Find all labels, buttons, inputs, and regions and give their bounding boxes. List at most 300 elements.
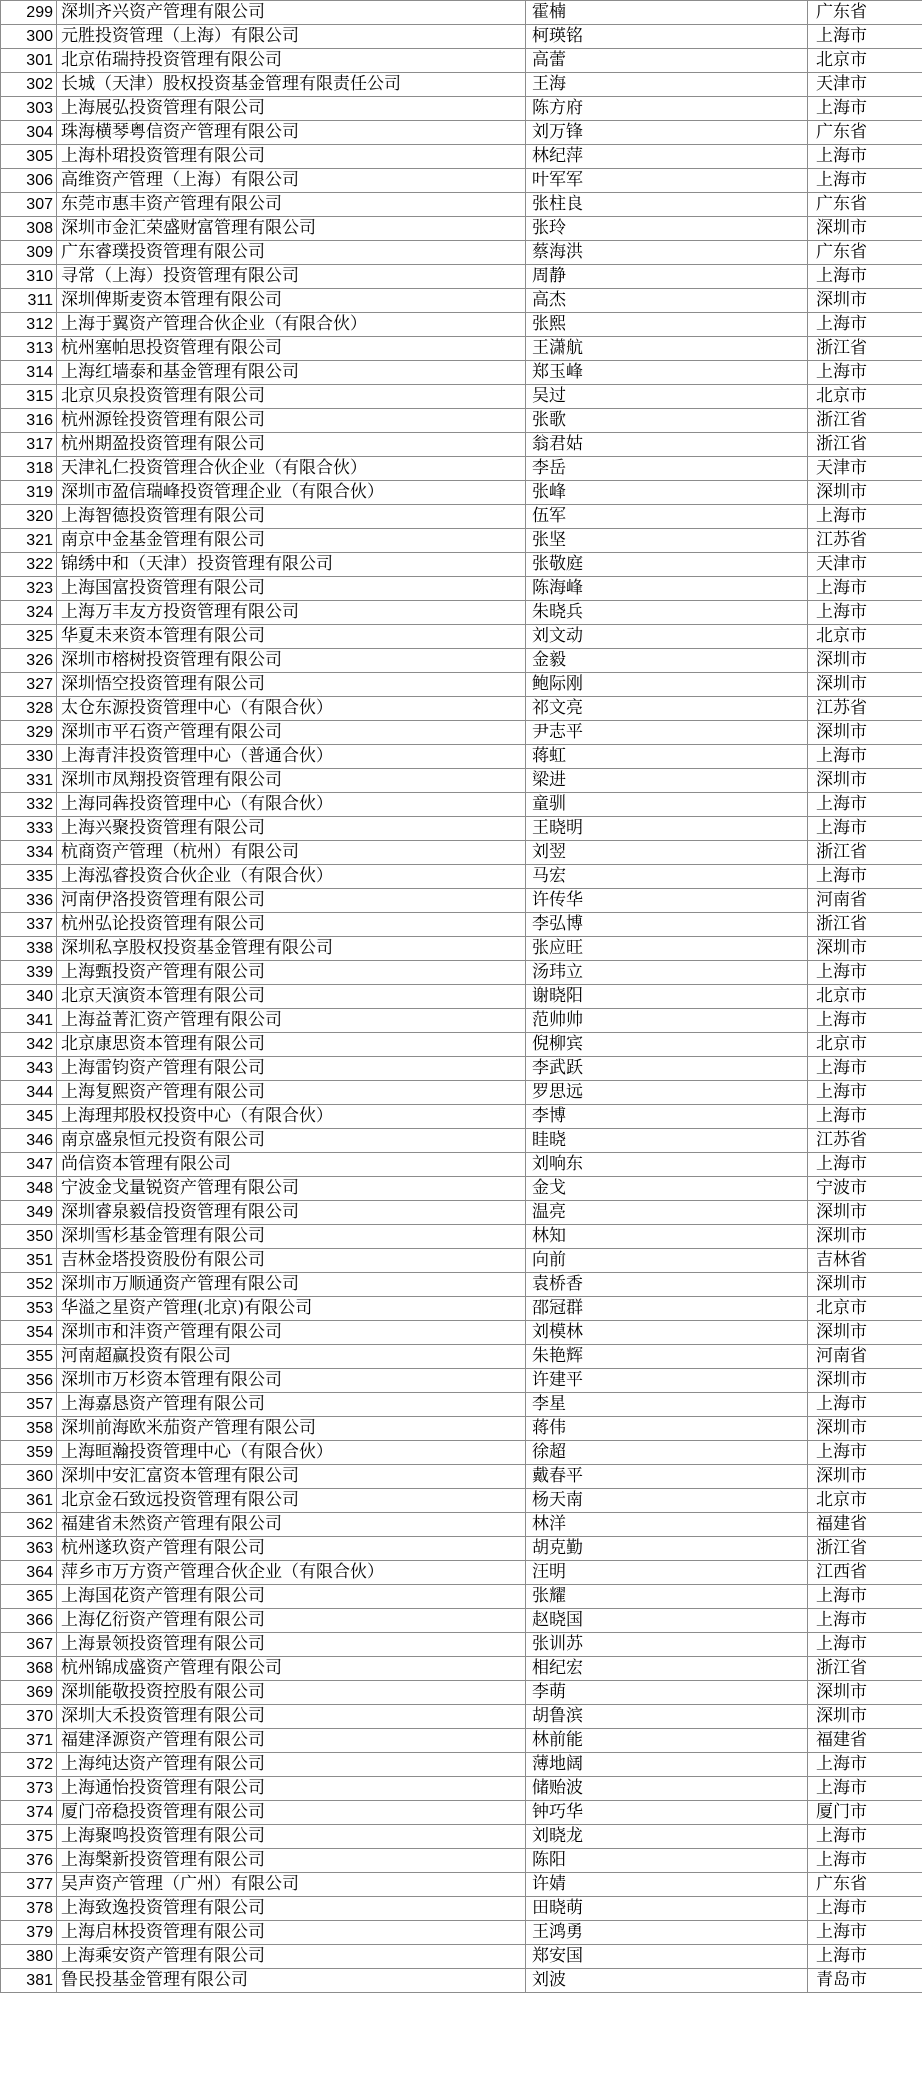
person-name-cell: 许传华	[526, 889, 808, 913]
company-name-cell: 鲁民投基金管理有限公司	[57, 1969, 526, 1993]
region-cell: 河南省	[808, 889, 922, 913]
row-number-cell: 307	[1, 193, 57, 217]
person-name-cell: 刘万锋	[526, 121, 808, 145]
region-cell: 上海市	[808, 1009, 922, 1033]
company-name-cell: 上海槃新投资管理有限公司	[57, 1849, 526, 1873]
table-row	[1, 1225, 922, 1249]
region-cell: 上海市	[808, 1897, 922, 1921]
table-row	[1, 1897, 922, 1921]
person-name-cell: 刘模林	[526, 1321, 808, 1345]
person-name-cell: 张耀	[526, 1585, 808, 1609]
company-name-cell: 福建省未然资产管理有限公司	[57, 1513, 526, 1537]
region-cell: 上海市	[808, 1153, 922, 1177]
person-name-cell: 金毅	[526, 649, 808, 673]
row-number-cell: 330	[1, 745, 57, 769]
region-cell: 上海市	[808, 169, 922, 193]
table-row	[1, 1513, 922, 1537]
row-number-cell: 308	[1, 217, 57, 241]
row-number-cell: 325	[1, 625, 57, 649]
region-cell: 北京市	[808, 49, 922, 73]
company-name-cell: 上海聚鸣投资管理有限公司	[57, 1825, 526, 1849]
company-name-cell: 北京金石致远投资管理有限公司	[57, 1489, 526, 1513]
row-number-cell: 360	[1, 1465, 57, 1489]
company-name-cell: 上海晅瀚投资管理中心（有限合伙）	[57, 1441, 526, 1465]
person-name-cell: 高蕾	[526, 49, 808, 73]
company-name-cell: 吴声资产管理（广州）有限公司	[57, 1873, 526, 1897]
row-number-cell: 311	[1, 289, 57, 313]
company-name-cell: 深圳市榕树投资管理有限公司	[57, 649, 526, 673]
row-number-cell: 374	[1, 1801, 57, 1825]
table-row	[1, 121, 922, 145]
company-name-cell: 北京天演资本管理有限公司	[57, 985, 526, 1009]
table-row	[1, 673, 922, 697]
region-cell: 上海市	[808, 1393, 922, 1417]
row-number-cell: 357	[1, 1393, 57, 1417]
company-name-cell: 吉林金塔投资股份有限公司	[57, 1249, 526, 1273]
company-name-cell: 深圳市盈信瑞峰投资管理企业（有限合伙）	[57, 481, 526, 505]
person-name-cell: 朱晓兵	[526, 601, 808, 625]
company-name-cell: 杭州期盈投资管理有限公司	[57, 433, 526, 457]
region-cell: 青岛市	[808, 1969, 922, 1993]
row-number-cell: 372	[1, 1753, 57, 1777]
row-number-cell: 365	[1, 1585, 57, 1609]
row-number-cell: 352	[1, 1273, 57, 1297]
table-row	[1, 1489, 922, 1513]
table-row	[1, 721, 922, 745]
company-name-cell: 上海益菁汇资产管理有限公司	[57, 1009, 526, 1033]
region-cell: 深圳市	[808, 1201, 922, 1225]
person-name-cell: 张坚	[526, 529, 808, 553]
company-name-cell: 上海雷钧资产管理有限公司	[57, 1057, 526, 1081]
region-cell: 吉林省	[808, 1249, 922, 1273]
company-name-cell: 深圳睿泉毅信投资管理有限公司	[57, 1201, 526, 1225]
table-row	[1, 241, 922, 265]
company-name-cell: 南京盛泉恒元投资有限公司	[57, 1129, 526, 1153]
person-name-cell: 赵晓国	[526, 1609, 808, 1633]
company-name-cell: 北京佑瑞持投资管理有限公司	[57, 49, 526, 73]
table-row	[1, 169, 922, 193]
company-name-cell: 珠海横琴粤信资产管理有限公司	[57, 121, 526, 145]
company-name-cell: 上海泓睿投资合伙企业（有限合伙）	[57, 865, 526, 889]
table-row	[1, 1825, 922, 1849]
table-row	[1, 505, 922, 529]
row-number-cell: 346	[1, 1129, 57, 1153]
row-number-cell: 359	[1, 1441, 57, 1465]
row-number-cell: 301	[1, 49, 57, 73]
row-number-cell: 338	[1, 937, 57, 961]
company-name-cell: 深圳中安汇富资本管理有限公司	[57, 1465, 526, 1489]
table-row	[1, 385, 922, 409]
company-name-cell: 上海纯达资产管理有限公司	[57, 1753, 526, 1777]
table-row	[1, 145, 922, 169]
person-name-cell: 蔡海洪	[526, 241, 808, 265]
person-name-cell: 谢晓阳	[526, 985, 808, 1009]
region-cell: 上海市	[808, 313, 922, 337]
row-number-cell: 349	[1, 1201, 57, 1225]
table-row	[1, 1537, 922, 1561]
region-cell: 深圳市	[808, 673, 922, 697]
table-row	[1, 1033, 922, 1057]
row-number-cell: 332	[1, 793, 57, 817]
row-number-cell: 363	[1, 1537, 57, 1561]
table-row	[1, 1705, 922, 1729]
table-row	[1, 49, 922, 73]
table-row	[1, 529, 922, 553]
person-name-cell: 张峰	[526, 481, 808, 505]
region-cell: 上海市	[808, 865, 922, 889]
region-cell: 深圳市	[808, 769, 922, 793]
row-number-cell: 315	[1, 385, 57, 409]
table-row	[1, 841, 922, 865]
company-name-cell: 深圳俾斯麦资本管理有限公司	[57, 289, 526, 313]
region-cell: 北京市	[808, 385, 922, 409]
person-name-cell: 李岳	[526, 457, 808, 481]
company-name-cell: 上海展弘投资管理有限公司	[57, 97, 526, 121]
row-number-cell: 316	[1, 409, 57, 433]
company-name-cell: 高维资产管理（上海）有限公司	[57, 169, 526, 193]
table-row	[1, 1, 922, 25]
row-number-cell: 375	[1, 1825, 57, 1849]
person-name-cell: 高杰	[526, 289, 808, 313]
person-name-cell: 马宏	[526, 865, 808, 889]
table-row	[1, 193, 922, 217]
region-cell: 深圳市	[808, 1273, 922, 1297]
table-row	[1, 1849, 922, 1873]
region-cell: 河南省	[808, 1345, 922, 1369]
table-row	[1, 433, 922, 457]
person-name-cell: 林纪萍	[526, 145, 808, 169]
person-name-cell: 鲍际刚	[526, 673, 808, 697]
region-cell: 上海市	[808, 361, 922, 385]
company-name-cell: 深圳市凤翔投资管理有限公司	[57, 769, 526, 793]
person-name-cell: 刘文动	[526, 625, 808, 649]
row-number-cell: 324	[1, 601, 57, 625]
table-row	[1, 25, 922, 49]
table-row	[1, 337, 922, 361]
region-cell: 深圳市	[808, 1417, 922, 1441]
table-row	[1, 1609, 922, 1633]
table-row	[1, 601, 922, 625]
company-name-cell: 北京贝泉投资管理有限公司	[57, 385, 526, 409]
company-name-cell: 福建泽源资产管理有限公司	[57, 1729, 526, 1753]
company-name-cell: 上海于翼资产管理合伙企业（有限合伙）	[57, 313, 526, 337]
company-name-cell: 深圳市和沣资产管理有限公司	[57, 1321, 526, 1345]
table-row	[1, 1681, 922, 1705]
company-name-cell: 华夏未来资本管理有限公司	[57, 625, 526, 649]
row-number-cell: 333	[1, 817, 57, 841]
row-number-cell: 366	[1, 1609, 57, 1633]
person-name-cell: 许建平	[526, 1369, 808, 1393]
row-number-cell: 339	[1, 961, 57, 985]
region-cell: 广东省	[808, 241, 922, 265]
region-cell: 深圳市	[808, 649, 922, 673]
person-name-cell: 张玲	[526, 217, 808, 241]
table-row	[1, 817, 922, 841]
person-name-cell: 李武跃	[526, 1057, 808, 1081]
region-cell: 浙江省	[808, 409, 922, 433]
region-cell: 天津市	[808, 457, 922, 481]
row-number-cell: 361	[1, 1489, 57, 1513]
company-name-cell: 深圳大禾投资管理有限公司	[57, 1705, 526, 1729]
region-cell: 上海市	[808, 1753, 922, 1777]
company-name-cell: 上海国富投资管理有限公司	[57, 577, 526, 601]
region-cell: 深圳市	[808, 721, 922, 745]
company-name-cell: 上海朴珺投资管理有限公司	[57, 145, 526, 169]
row-number-cell: 355	[1, 1345, 57, 1369]
row-number-cell: 364	[1, 1561, 57, 1585]
row-number-cell: 353	[1, 1297, 57, 1321]
region-cell: 福建省	[808, 1729, 922, 1753]
table-row	[1, 1753, 922, 1777]
person-name-cell: 李萌	[526, 1681, 808, 1705]
table-row	[1, 409, 922, 433]
region-cell: 广东省	[808, 1873, 922, 1897]
company-name-cell: 上海启林投资管理有限公司	[57, 1921, 526, 1945]
row-number-cell: 370	[1, 1705, 57, 1729]
company-name-cell: 寻常（上海）投资管理有限公司	[57, 265, 526, 289]
region-cell: 深圳市	[808, 289, 922, 313]
region-cell: 北京市	[808, 1297, 922, 1321]
person-name-cell: 刘响东	[526, 1153, 808, 1177]
table-row	[1, 1057, 922, 1081]
region-cell: 天津市	[808, 73, 922, 97]
person-name-cell: 叶军军	[526, 169, 808, 193]
row-number-cell: 305	[1, 145, 57, 169]
person-name-cell: 刘翌	[526, 841, 808, 865]
company-name-cell: 上海复熙资产管理有限公司	[57, 1081, 526, 1105]
table-row	[1, 1945, 922, 1969]
person-name-cell: 储贻波	[526, 1777, 808, 1801]
region-cell: 浙江省	[808, 1657, 922, 1681]
region-cell: 上海市	[808, 961, 922, 985]
person-name-cell: 汤玮立	[526, 961, 808, 985]
company-name-cell: 河南超赢投资有限公司	[57, 1345, 526, 1369]
row-number-cell: 354	[1, 1321, 57, 1345]
row-number-cell: 350	[1, 1225, 57, 1249]
region-cell: 深圳市	[808, 217, 922, 241]
row-number-cell: 327	[1, 673, 57, 697]
table-row	[1, 361, 922, 385]
company-name-cell: 深圳私享股权投资基金管理有限公司	[57, 937, 526, 961]
table-row	[1, 1561, 922, 1585]
region-cell: 广东省	[808, 193, 922, 217]
region-cell: 深圳市	[808, 937, 922, 961]
row-number-cell: 310	[1, 265, 57, 289]
table-row	[1, 289, 922, 313]
table-row	[1, 985, 922, 1009]
company-name-cell: 深圳市万顺通资产管理有限公司	[57, 1273, 526, 1297]
person-name-cell: 张敬庭	[526, 553, 808, 577]
row-number-cell: 381	[1, 1969, 57, 1993]
region-cell: 上海市	[808, 1057, 922, 1081]
company-name-cell: 上海智德投资管理有限公司	[57, 505, 526, 529]
company-name-cell: 天津礼仁投资管理合伙企业（有限合伙）	[57, 457, 526, 481]
region-cell: 上海市	[808, 1609, 922, 1633]
table-row	[1, 1105, 922, 1129]
company-name-cell: 上海致逸投资管理有限公司	[57, 1897, 526, 1921]
row-number-cell: 337	[1, 913, 57, 937]
company-name-cell: 深圳市平石资产管理有限公司	[57, 721, 526, 745]
company-name-cell: 上海理邦股权投资中心（有限合伙）	[57, 1105, 526, 1129]
table-row	[1, 457, 922, 481]
row-number-cell: 299	[1, 1, 57, 25]
table-row	[1, 625, 922, 649]
company-name-cell: 上海青沣投资管理中心（普通合伙）	[57, 745, 526, 769]
person-name-cell: 蒋虹	[526, 745, 808, 769]
table-row	[1, 1081, 922, 1105]
person-name-cell: 尹志平	[526, 721, 808, 745]
company-name-cell: 上海国花资产管理有限公司	[57, 1585, 526, 1609]
region-cell: 上海市	[808, 1777, 922, 1801]
person-name-cell: 田晓萌	[526, 1897, 808, 1921]
table-row	[1, 97, 922, 121]
table-row	[1, 1417, 922, 1441]
person-name-cell: 杨天南	[526, 1489, 808, 1513]
region-cell: 上海市	[808, 145, 922, 169]
table-row	[1, 865, 922, 889]
company-name-cell: 深圳前海欧米茄资产管理有限公司	[57, 1417, 526, 1441]
table-row	[1, 313, 922, 337]
person-name-cell: 王晓明	[526, 817, 808, 841]
row-number-cell: 362	[1, 1513, 57, 1537]
table-row	[1, 217, 922, 241]
table-row	[1, 1009, 922, 1033]
person-name-cell: 林知	[526, 1225, 808, 1249]
table-row	[1, 1249, 922, 1273]
row-number-cell: 367	[1, 1633, 57, 1657]
row-number-cell: 334	[1, 841, 57, 865]
row-number-cell: 317	[1, 433, 57, 457]
row-number-cell: 347	[1, 1153, 57, 1177]
person-name-cell: 林洋	[526, 1513, 808, 1537]
person-name-cell: 霍楠	[526, 1, 808, 25]
table-row	[1, 1153, 922, 1177]
table-row	[1, 1297, 922, 1321]
person-name-cell: 童驯	[526, 793, 808, 817]
region-cell: 广东省	[808, 121, 922, 145]
row-number-cell: 302	[1, 73, 57, 97]
table-row	[1, 1441, 922, 1465]
row-number-cell: 356	[1, 1369, 57, 1393]
person-name-cell: 向前	[526, 1249, 808, 1273]
row-number-cell: 306	[1, 169, 57, 193]
region-cell: 浙江省	[808, 913, 922, 937]
row-number-cell: 331	[1, 769, 57, 793]
row-number-cell: 342	[1, 1033, 57, 1057]
region-cell: 上海市	[808, 1585, 922, 1609]
table-row	[1, 1921, 922, 1945]
person-name-cell: 王潇航	[526, 337, 808, 361]
person-name-cell: 柯瑛铭	[526, 25, 808, 49]
row-number-cell: 326	[1, 649, 57, 673]
row-number-cell: 313	[1, 337, 57, 361]
region-cell: 北京市	[808, 1489, 922, 1513]
table-row	[1, 793, 922, 817]
region-cell: 上海市	[808, 817, 922, 841]
table-row	[1, 1273, 922, 1297]
person-name-cell: 温亮	[526, 1201, 808, 1225]
region-cell: 上海市	[808, 793, 922, 817]
company-name-cell: 华溢之星资产管理(北京)有限公司	[57, 1297, 526, 1321]
person-name-cell: 罗思远	[526, 1081, 808, 1105]
table-body	[1, 1, 922, 1993]
company-name-cell: 杭商资产管理（杭州）有限公司	[57, 841, 526, 865]
region-cell: 上海市	[808, 601, 922, 625]
table-row	[1, 1801, 922, 1825]
company-name-cell: 锦绣中和（天津）投资管理有限公司	[57, 553, 526, 577]
row-number-cell: 378	[1, 1897, 57, 1921]
row-number-cell: 344	[1, 1081, 57, 1105]
table-row	[1, 265, 922, 289]
company-name-cell: 上海红墙泰和基金管理有限公司	[57, 361, 526, 385]
company-name-cell: 杭州锦成盛资产管理有限公司	[57, 1657, 526, 1681]
person-name-cell: 刘晓龙	[526, 1825, 808, 1849]
row-number-cell: 376	[1, 1849, 57, 1873]
region-cell: 浙江省	[808, 433, 922, 457]
row-number-cell: 329	[1, 721, 57, 745]
table-row	[1, 937, 922, 961]
person-name-cell: 胡克勤	[526, 1537, 808, 1561]
row-number-cell: 348	[1, 1177, 57, 1201]
company-name-cell: 上海兴聚投资管理有限公司	[57, 817, 526, 841]
region-cell: 江苏省	[808, 1129, 922, 1153]
company-name-cell: 宁波金戈量锐资产管理有限公司	[57, 1177, 526, 1201]
person-name-cell: 张训苏	[526, 1633, 808, 1657]
region-cell: 上海市	[808, 265, 922, 289]
region-cell: 上海市	[808, 1945, 922, 1969]
row-number-cell: 309	[1, 241, 57, 265]
person-name-cell: 李星	[526, 1393, 808, 1417]
region-cell: 上海市	[808, 1105, 922, 1129]
row-number-cell: 335	[1, 865, 57, 889]
company-name-cell: 广东睿璞投资管理有限公司	[57, 241, 526, 265]
company-name-cell: 厦门帝稳投资管理有限公司	[57, 1801, 526, 1825]
region-cell: 深圳市	[808, 1681, 922, 1705]
row-number-cell: 341	[1, 1009, 57, 1033]
region-cell: 深圳市	[808, 1705, 922, 1729]
region-cell: 北京市	[808, 985, 922, 1009]
person-name-cell: 金戈	[526, 1177, 808, 1201]
region-cell: 上海市	[808, 1825, 922, 1849]
person-name-cell: 李弘博	[526, 913, 808, 937]
row-number-cell: 340	[1, 985, 57, 1009]
company-name-cell: 上海乘安资产管理有限公司	[57, 1945, 526, 1969]
table-row	[1, 697, 922, 721]
table-row	[1, 745, 922, 769]
row-number-cell: 336	[1, 889, 57, 913]
company-name-cell: 尚信资本管理有限公司	[57, 1153, 526, 1177]
person-name-cell: 范帅帅	[526, 1009, 808, 1033]
table-row	[1, 913, 922, 937]
region-cell: 厦门市	[808, 1801, 922, 1825]
company-name-cell: 河南伊洛投资管理有限公司	[57, 889, 526, 913]
region-cell: 深圳市	[808, 1321, 922, 1345]
table-row	[1, 1393, 922, 1417]
person-name-cell: 陈海峰	[526, 577, 808, 601]
table-row	[1, 649, 922, 673]
person-name-cell: 眭晓	[526, 1129, 808, 1153]
person-name-cell: 张应旺	[526, 937, 808, 961]
table-row	[1, 577, 922, 601]
person-name-cell: 王鸿勇	[526, 1921, 808, 1945]
table-row	[1, 1321, 922, 1345]
company-name-cell: 杭州源铨投资管理有限公司	[57, 409, 526, 433]
region-cell: 广东省	[808, 1, 922, 25]
company-name-cell: 上海万丰友方投资管理有限公司	[57, 601, 526, 625]
company-name-cell: 南京中金基金管理有限公司	[57, 529, 526, 553]
region-cell: 北京市	[808, 625, 922, 649]
table-row	[1, 481, 922, 505]
